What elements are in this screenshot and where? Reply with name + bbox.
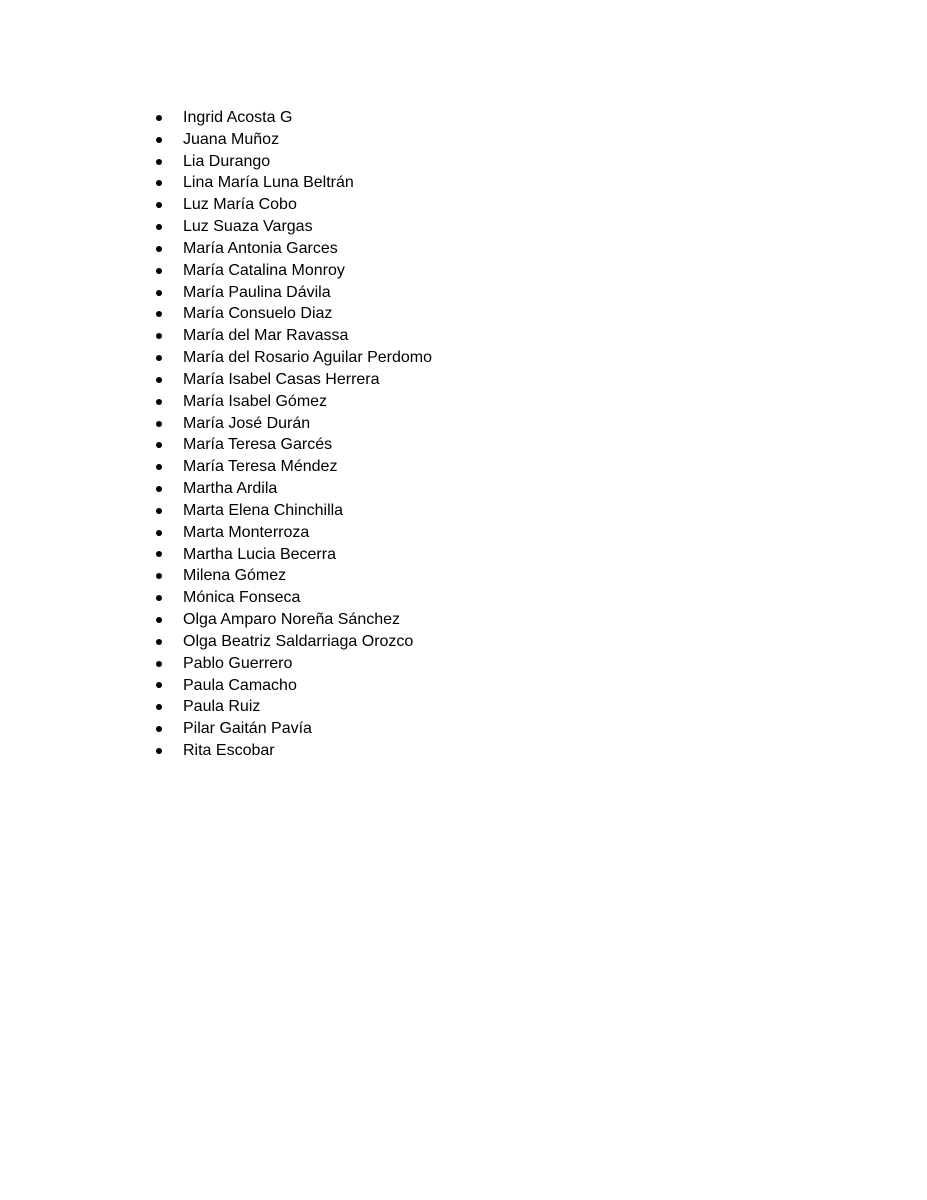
bullet-icon [156, 377, 162, 383]
list-item-text: María Catalina Monroy [183, 261, 345, 279]
bullet-icon [156, 421, 162, 427]
bullet-icon [156, 246, 162, 252]
list-item-text: Luz Suaza Vargas [183, 218, 313, 236]
list-item-text: Milena Gómez [183, 567, 287, 585]
list-item-text: Pablo Guerrero [183, 654, 293, 672]
list-item-text: María Antonia Garces [183, 239, 338, 257]
bullet-icon [156, 595, 162, 601]
bullet-icon [156, 224, 162, 230]
list-item-text: María Isabel Gómez [183, 392, 328, 410]
list-item-text: Olga Amparo Noreña Sánchez [183, 611, 401, 629]
list-item-text: Ingrid Acosta G [183, 109, 293, 126]
list-item-text: Mónica Fonseca [183, 589, 301, 607]
bullet-icon [156, 355, 162, 361]
bullet-icon [156, 159, 162, 165]
list-item-text: Marta Elena Chinchilla [183, 501, 344, 519]
list-item-text: María Consuelo Diaz [183, 305, 333, 323]
bullet-icon [156, 137, 162, 143]
bullet-icon [156, 399, 162, 405]
bullet-icon [156, 290, 162, 296]
list-item-text: Lina María Luna Beltrán [183, 174, 354, 192]
bullet-icon [156, 202, 162, 208]
bullet-icon [156, 639, 162, 645]
list-item-text: María Isabel Casas Herrera [183, 370, 380, 388]
bullet-icon [156, 464, 162, 470]
list-item-text: Paula Ruiz [183, 698, 261, 716]
bullet-icon [156, 333, 162, 339]
list-item-text: María del Rosario Aguilar Perdomo [183, 349, 433, 367]
bullet-icon [156, 748, 162, 754]
list-item-text: Paula Camacho [183, 676, 297, 694]
bullet-icon [156, 682, 162, 688]
list-item-text: Luz María Cobo [183, 196, 297, 214]
list-item-text: Olga Beatriz Saldarriaga Orozco [183, 632, 414, 650]
bullet-icon [156, 617, 162, 623]
list-item-text: María del Mar Ravassa [183, 327, 349, 345]
bullet-icon [156, 311, 162, 317]
bullet-icon [156, 661, 162, 667]
list-item-text: María Teresa Garcés [183, 436, 333, 454]
bullet-icon [156, 268, 162, 274]
list-item-text: María José Durán [183, 414, 311, 432]
list-item-text: Martha Lucia Becerra [183, 545, 336, 563]
list-item-text: Martha Ardila [183, 480, 278, 498]
list-item-text: Marta Monterroza [183, 523, 310, 541]
bullet-icon [156, 530, 162, 536]
bullet-icon [156, 115, 162, 121]
list-item-text: María Paulina Dávila [183, 283, 331, 301]
bullet-icon [156, 508, 162, 514]
list-item-text: Pilar Gaitán Pavía [183, 720, 312, 738]
bullet-icon [156, 573, 162, 579]
list-item-text: María Teresa Méndez [183, 458, 338, 476]
list-item-text: Rita Escobar [183, 742, 275, 760]
bullet-icon [156, 180, 162, 186]
bullet-icon [156, 442, 162, 448]
bullet-icon [156, 551, 162, 557]
list-item-text: Juana Muñoz [183, 130, 280, 148]
bullet-icon [156, 486, 162, 492]
bullet-icon [156, 704, 162, 710]
list-item-text: Lia Durango [183, 152, 271, 170]
bullet-icon [156, 726, 162, 732]
